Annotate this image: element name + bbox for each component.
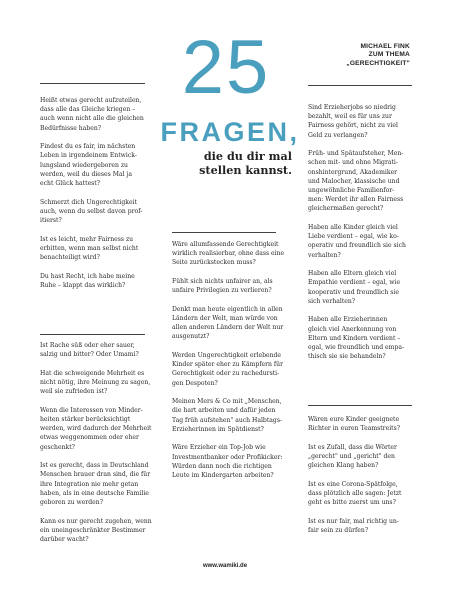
question-line: auch wenn nicht alle die gleichen [40, 115, 144, 123]
question-line: und Malocher, klassische und [308, 177, 400, 185]
question-line: wirklich realisierbar, ohne dass eine [172, 250, 285, 258]
question-line: Tag früh aufstehen" auch Halbtags- [172, 416, 283, 424]
question-line: Ruhe – klappt das wirklich? [40, 281, 126, 289]
question-line: salzig und bitter? Oder Umami? [40, 351, 139, 359]
question [40, 517, 158, 545]
question-line: onshintergrund, Akademiker [308, 168, 398, 176]
question-line: erbitten, wenn man selbst nicht [40, 244, 139, 252]
question [172, 351, 297, 388]
question-line: ausgenutzt? [172, 333, 210, 341]
question [172, 443, 297, 480]
question-column-left-top [40, 96, 158, 299]
title-word: FRAGEN, [160, 117, 300, 147]
question-line: Denkt man heute eigentlich in allen [172, 305, 283, 313]
question-line: Fairness gehört, nicht zu viel [308, 122, 398, 130]
question-line: Bedürfnisse haben? [40, 124, 102, 132]
question [40, 272, 158, 290]
question [308, 517, 418, 535]
question-line: werden, wird dadurch der Mehrheit [40, 425, 152, 433]
question-line: Werden Ungerechtigkeit erlebende [172, 352, 282, 359]
question-line: echt Glück hattest? [40, 180, 101, 188]
question-column-right-top [308, 103, 418, 371]
question-line: dass plötzlich alle sagen: Jetzt [308, 490, 402, 497]
question-line: Haben alle Eltern gleich viel [308, 270, 397, 278]
question-line: men: Werdet ihr allen Fairness [308, 196, 404, 204]
question [308, 223, 418, 260]
divider-middle [172, 232, 276, 233]
question-line: werden, weil du dieses Mal ja [40, 170, 132, 178]
question-line: thisch sie sie behandeln? [308, 353, 386, 361]
question-column-right-bottom [308, 415, 418, 545]
question-line: Früh- und Spätaufsteher, Men- [308, 150, 404, 158]
author-topic-label: ZUM THEMA [368, 51, 410, 59]
question-line: Ist es eine Corona-Spätfolge, [308, 480, 398, 488]
question-line: die hart arbeiten und dafür jeden [172, 407, 276, 415]
question-line: Schmerzt dich Ungerechtigkeit [40, 198, 137, 206]
question-line: schen mit- und ohne Migrati- [308, 159, 398, 167]
question-line: Empathie verdient – egal, wie [308, 279, 401, 287]
author-block [270, 43, 410, 68]
question-line: Richter in euren Teamstreits? [308, 425, 400, 433]
question-line: verhalten? [308, 251, 341, 259]
question-column-left-bottom [40, 341, 158, 554]
question-line: haben, als in eine deutsche Familie [40, 489, 149, 497]
author-name: MICHAEL FINK [360, 43, 410, 50]
question [172, 305, 297, 342]
question-line: kooperativ und freundlich sie [308, 288, 399, 296]
question-line: heiten stärker berücksichtigt [40, 416, 131, 423]
question [308, 103, 418, 140]
question-line: geht es bitte zuerst um uns? [308, 499, 396, 507]
question-line: geboren zu werden? [40, 499, 103, 507]
question-line: gleichen Klang haben? [308, 462, 379, 470]
question [40, 369, 158, 397]
question-line: Erzieherinnen im Spätdienst? [172, 425, 264, 433]
divider-right-bottom [308, 405, 412, 406]
question [172, 397, 297, 434]
question-line: Wenn die Interessen von Minder- [40, 406, 143, 414]
question-line: Ist es gerecht, dass in Deutschland [40, 462, 149, 470]
question [40, 142, 158, 188]
question [308, 149, 418, 213]
question-line: Ländern der Welt, man würde von [172, 315, 278, 322]
question-line: benachteiligt wird? [40, 254, 100, 262]
question-line: Würden dann noch die richtigen [172, 462, 272, 470]
author-topic: „GERECHTIGKEIT" [346, 59, 410, 67]
question-line: etwas weggenommen oder eher [40, 434, 139, 442]
question-line: Ist Rache süß oder eher sauer, [40, 342, 135, 349]
question [308, 269, 418, 306]
question-line: Kinder später eher zu Kämpfern für [172, 361, 284, 369]
question-line: gen Despoten? [172, 379, 218, 387]
question [40, 235, 158, 263]
question-line: unfaire Privilegien zu verlieren? [172, 287, 272, 295]
question [308, 415, 418, 433]
question-line: bezahlt, weil es für uns zur [308, 113, 392, 121]
question [172, 277, 297, 295]
question-line: Hat die schweigende Mehrheit es [40, 369, 145, 377]
question [40, 461, 158, 507]
question-line: operativ und freundlich sie sich [308, 242, 406, 250]
question-line: Seite zurückstecken muss? [172, 259, 256, 267]
question-line: Ist es Zufall, dass die Wörter [308, 443, 397, 451]
subtitle [172, 149, 292, 177]
question [40, 341, 158, 359]
question-line: Wäre allumfassende Gerechtigkeit [172, 241, 279, 248]
question [172, 240, 297, 268]
divider-left-top [40, 83, 145, 84]
question-line: fair sein zu dürfen? [308, 527, 369, 534]
question-line: dass alle das Gleiche kriegen – [40, 106, 136, 114]
question-line: weil sie zufrieden ist? [40, 388, 108, 396]
question [40, 406, 158, 452]
question-line: auch, wenn du selbst davon prof- [40, 207, 143, 215]
subtitle-line: stellen kannst. [199, 163, 292, 177]
question-line: Geld zu verlangen? [308, 131, 368, 139]
question [40, 96, 158, 133]
question-line: Menschen brauer dran sind, die für [40, 471, 151, 479]
question-line: Findest du es fair, im nächsten [40, 143, 136, 151]
question [308, 443, 418, 471]
question-line: gleich viel Anerkennung von [308, 325, 397, 333]
question-line: Wären eure Kinder geeignete [308, 416, 400, 423]
question-line: Kann es nur gerecht zugehen, wenn [40, 517, 152, 525]
website-url: www.wamiki.de [202, 563, 248, 569]
question-line: Eltern und Kindern verdient – [308, 334, 401, 342]
question-line: Ist es nur fair, mal richtig un- [308, 517, 399, 525]
divider-left-bottom [40, 334, 145, 335]
question-line: itierst? [40, 217, 62, 225]
question-line: gleichermaßen gerecht? [308, 205, 384, 213]
question [308, 315, 418, 361]
question-line: Wäre Erzieher ein Top-Job wie [172, 444, 266, 452]
question-line: allen anderen Ländern der Welt nur [172, 324, 284, 332]
question-line: Leute im Kindergarten arbeiten? [172, 472, 274, 480]
question-line: „gerecht" und „gericht" den [308, 453, 395, 460]
question-line: Investmentbanker oder Profikicker: [172, 453, 283, 461]
question-line: sich verhalten? [308, 297, 356, 305]
question-line: ungewöhnliche Familienfor- [308, 187, 395, 195]
question-column-middle [172, 240, 297, 490]
question [40, 198, 158, 226]
question-line: Leben in irgendeinem Entwick- [40, 152, 137, 160]
subtitle-line: die du dir mal [203, 149, 292, 163]
question-line: Haben alle Kinder gleich viel [308, 224, 398, 232]
title-number: 25 [181, 25, 271, 110]
question-line: ihre Integration nie mehr getan [40, 480, 139, 488]
question-line: Fühlt sich nichts unfairer an, als [172, 278, 273, 285]
question-line: nicht nötig, ihre Meinung zu sagen, [40, 379, 151, 386]
question-line: Du hast Recht, ich habe meine [40, 272, 135, 280]
question-line: egal, wie freundlich und empa- [308, 344, 405, 352]
question-line: lungsland wiedergeboren zu [40, 161, 128, 169]
question-line: darüber wacht? [40, 536, 89, 544]
divider-right-top [308, 85, 412, 86]
question-line: Haben alle Erzieherinnen [308, 316, 388, 324]
question-line: Liebe verdient – egal, wie ko- [308, 233, 399, 241]
question-line: Sind Erzieherjobs so niedrig [308, 104, 396, 111]
question-line: Meinen Mers & Co mit „Menschen, [172, 398, 282, 406]
question [308, 480, 418, 508]
question-line: geschenkt? [40, 443, 75, 451]
question-line: Gerechtigkeit oder zu rachedursti- [172, 370, 280, 378]
question-line: Heißt etwas gerecht aufzuteilen, [40, 97, 142, 104]
question-line: ein uneingeschränkter Bestimmer [40, 526, 146, 534]
question-line: Ist es leicht, mehr Fairness zu [40, 235, 134, 243]
